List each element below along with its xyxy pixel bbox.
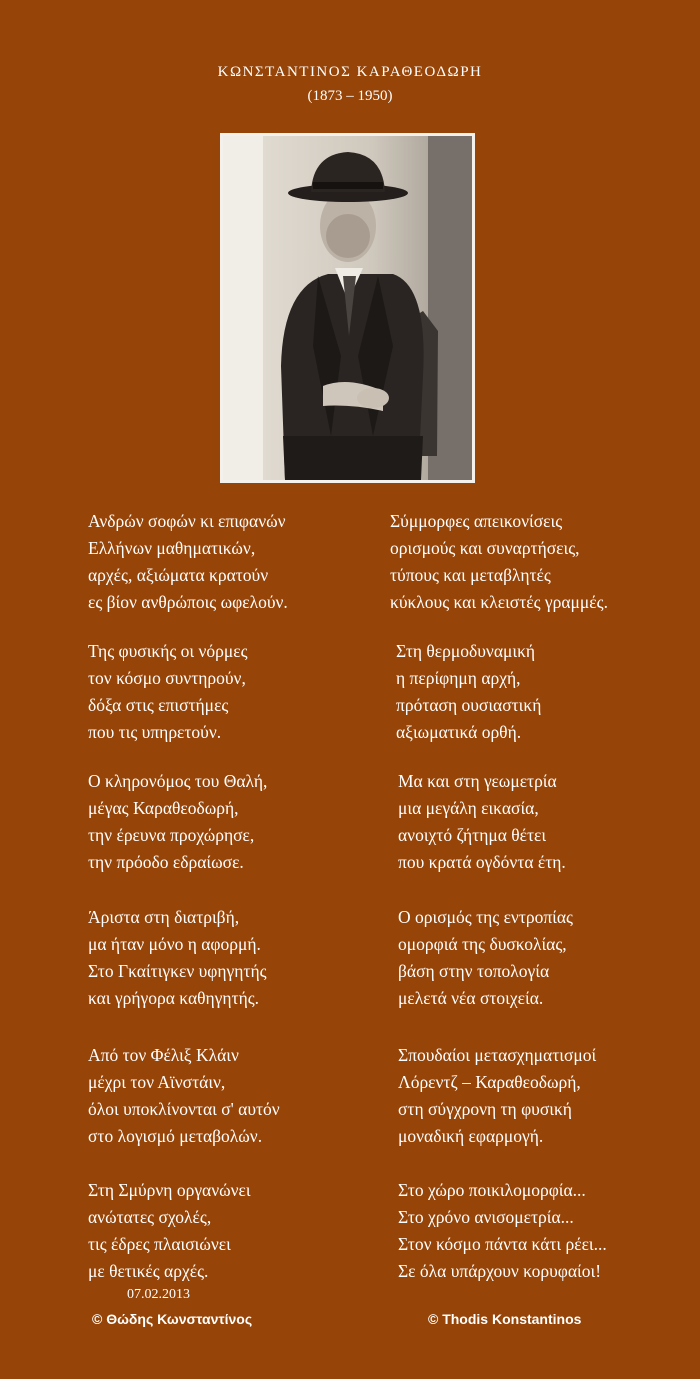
poem-line: μοναδική εφαρμογή.: [398, 1126, 544, 1146]
poem-line: που κρατά ογδόντα έτη.: [398, 852, 566, 872]
poem-line: Μα και στη γεωμετρία: [398, 771, 557, 791]
poem-line: Στη Σμύρνη οργανώνει: [88, 1180, 251, 1200]
poem-line: Σύμμορφες απεικονίσεις: [390, 511, 563, 531]
poem-line: Της φυσικής οι νόρμες: [88, 641, 248, 661]
poem-line: μελετά νέα στοιχεία.: [398, 988, 544, 1008]
poem-line: Ο κληρονόμος του Θαλή,: [88, 771, 268, 791]
poem-line: τον κόσμο συντηρούν,: [88, 668, 246, 688]
poem-line: Στο χώρο ποικιλομορφία...: [398, 1180, 586, 1200]
poem-line: Ο ορισμός της εντροπίας: [398, 907, 573, 927]
poem-line: ανώτατες σχολές,: [88, 1207, 212, 1227]
poem-line: ες βίον ανθρώποις ωφελούν.: [88, 592, 288, 612]
poem-line: Στον κόσμο πάντα κάτι ρέει...: [398, 1234, 607, 1254]
poem-line: που τις υπηρετούν.: [88, 722, 222, 742]
portrait-photo: [223, 136, 472, 480]
poem-line: μια μεγάλη εικασία,: [398, 798, 539, 818]
poem-right-column: [398, 904, 573, 1012]
poem-line: με θετικές αρχές.: [88, 1261, 209, 1281]
poem-line: δόξα στις επιστήμες: [88, 695, 229, 715]
poem-line: την πρόοδο εδραίωσε.: [88, 852, 244, 872]
poem-right-column: [398, 768, 566, 876]
poem-line: Σπουδαίοι μετασχηματισμοί: [398, 1045, 597, 1065]
poem-left-column: [88, 508, 288, 616]
poem-left-column: [88, 1042, 280, 1150]
poem-line: αξιωματικά ορθή.: [396, 722, 522, 742]
portrait-illustration: [223, 136, 472, 480]
poem-line: μέγας Καραθεοδωρή,: [88, 798, 239, 818]
poem-line: κύκλους και κλειστές γραμμές.: [390, 592, 608, 612]
poem-left-column: [88, 768, 267, 876]
poem-left-column: [88, 904, 267, 1012]
poem-left-column: [88, 638, 248, 746]
poem-line: Στο χρόνο ανισομετρία...: [398, 1207, 574, 1227]
poem-line: Ελλήνων μαθηματικών,: [88, 538, 256, 558]
poem-right-column: [390, 508, 608, 616]
poem-line: στο λογισμό μεταβολών.: [88, 1126, 263, 1146]
portrait-frame: [220, 133, 475, 483]
poem-line: όλοι υποκλίνονται σ' αυτόν: [88, 1099, 280, 1119]
poem-line: Στο Γκαίτιγκεν υφηγητής: [88, 961, 267, 981]
poem-line: Από τον Φέλιξ Κλάιν: [88, 1045, 239, 1065]
poem-left-column: [88, 1177, 251, 1285]
poem-line: Ανδρών σοφών κι επιφανών: [88, 511, 286, 531]
poem-line: τύπους και μεταβλητές: [390, 565, 551, 585]
poem-line: ανοιχτό ζήτημα θέτει: [398, 825, 547, 845]
poem-line: αρχές, αξιώματα κρατούν: [88, 565, 269, 585]
copyright-greek: © Θώδης Κωνσταντίνος: [92, 1311, 253, 1327]
poem-right-column: [396, 638, 541, 746]
poem-right-column: [398, 1177, 607, 1285]
poem-line: Σε όλα υπάρχουν κορυφαίοι!: [398, 1261, 602, 1281]
poem-line: Στη θερμοδυναμική: [396, 641, 536, 661]
copyright-latin: © Thodis Konstantinos: [428, 1311, 582, 1327]
poem-right-column: [398, 1042, 596, 1150]
poem-line: μέχρι τον Αϊνστάιν,: [88, 1072, 226, 1092]
poem-line: Λόρεντζ – Καραθεοδωρή,: [398, 1072, 581, 1092]
poem-line: μα ήταν μόνο η αφορμή.: [88, 934, 261, 954]
poem-line: βάση στην τοπολογία: [398, 961, 550, 981]
poem-line: Άριστα στη διατριβή,: [88, 907, 240, 927]
poem-line: στη σύγχρονη τη φυσική: [398, 1099, 572, 1119]
poem-line: και γρήγορα καθηγητής.: [88, 988, 260, 1008]
poem-line: πρόταση ουσιαστική: [396, 695, 542, 715]
poem-line: η περίφημη αρχή,: [396, 668, 521, 688]
poem-date: 07.02.2013: [127, 1287, 190, 1302]
author-lifespan: (1873 – 1950): [307, 88, 393, 104]
poem-line: ορισμούς και συναρτήσεις,: [390, 538, 580, 558]
poem-line: ομορφιά της δυσκολίας,: [398, 934, 567, 954]
poem-line: τις έδρες πλαισιώνει: [88, 1234, 231, 1254]
poem-author-title: ΚΩΝΣΤΑΝΤΙΝΟΣ ΚΑΡΑΘΕΟΔΩΡΗ: [217, 64, 483, 80]
poem-line: την έρευνα προχώρησε,: [88, 825, 255, 845]
